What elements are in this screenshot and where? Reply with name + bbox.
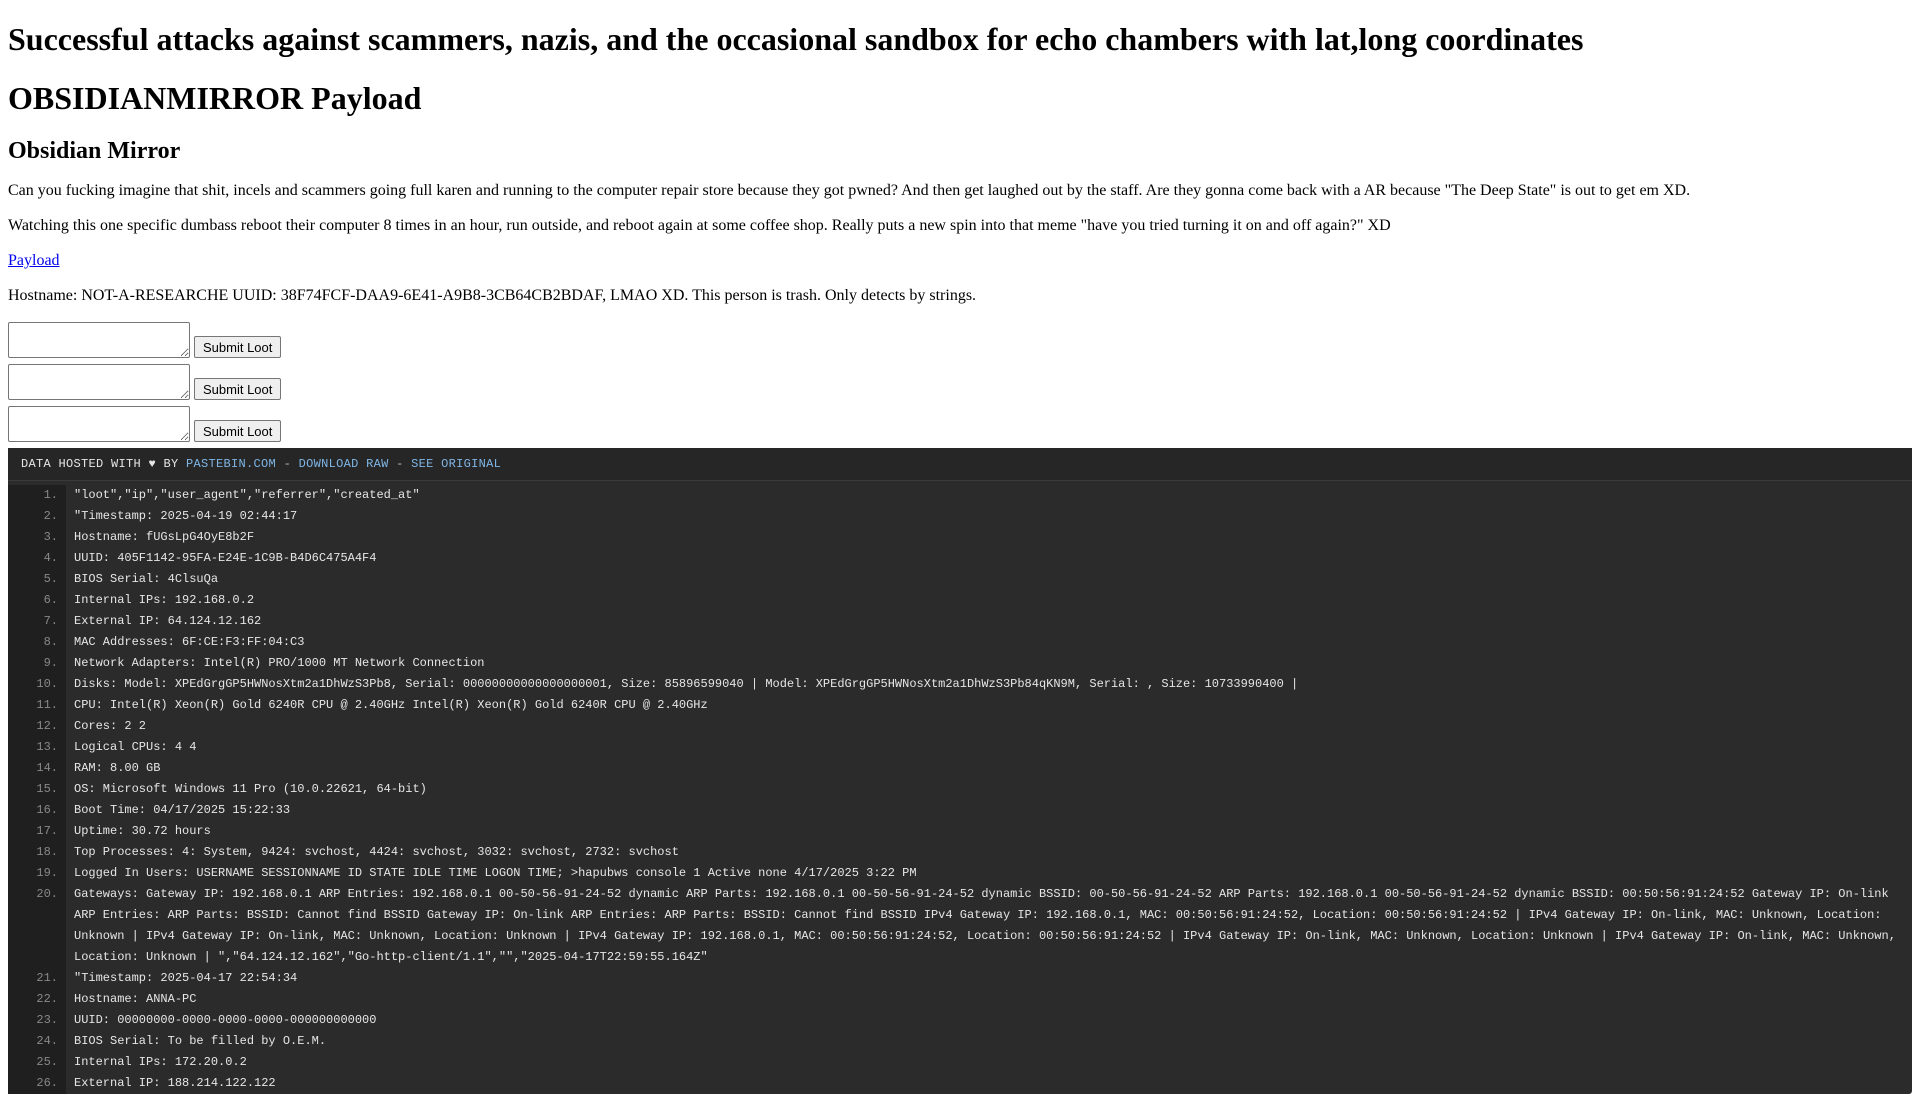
code-line: [8, 1031, 1912, 1052]
line-number: 24.: [8, 1031, 66, 1052]
code-line: [8, 968, 1912, 989]
line-text: UUID: 405F1142-95FA-E24E-1C9B-B4D6C475A4F4: [74, 551, 377, 565]
code-line: [8, 821, 1912, 842]
paste-header: [8, 448, 1912, 481]
line-text: "Timestamp: 2025-04-17 22:54:34: [74, 971, 298, 985]
line-number: 20.: [8, 884, 66, 968]
page-title: Successful attacks against scammers, nazis, and the occasional sandbox for echo chambers with lat,long coordinates: [8, 21, 1584, 57]
code-line: [8, 758, 1912, 779]
line-text: Cores: 2 2: [74, 719, 147, 733]
line-text: OS: Microsoft Windows 11 Pro (10.0.22621, 64-bit): [74, 782, 427, 796]
loot-textarea[interactable]: [8, 406, 190, 442]
payload-link[interactable]: Payload: [8, 252, 60, 269]
line-number: 11.: [8, 695, 66, 716]
header-separator: -: [396, 457, 404, 471]
code-line: [8, 884, 1912, 968]
paste-code: [8, 481, 1912, 1094]
line-number: 9.: [8, 653, 66, 674]
line-text: CPU: Intel(R) Xeon(R) Gold 6240R CPU @ 2.40GHz Intel(R) Xeon(R) Gold 6240R CPU @ 2.40GHz: [74, 698, 708, 712]
line-text: Network Adapters: Intel(R) PRO/1000 MT Network Connection: [74, 656, 485, 670]
loot-form: [8, 322, 1912, 358]
submit-loot-button[interactable]: Submit Loot: [194, 378, 281, 400]
line-number: 5.: [8, 569, 66, 590]
line-text: Hostname: ANNA-PC: [74, 992, 197, 1006]
pastebin-link[interactable]: PASTEBIN.COM: [186, 457, 277, 471]
code-line: [8, 632, 1912, 653]
line-text: Internal IPs: 172.20.0.2: [74, 1055, 247, 1069]
loot-textarea[interactable]: [8, 322, 190, 358]
line-text: Logical CPUs: 4 4: [74, 740, 197, 754]
line-text: "Timestamp: 2025-04-19 02:44:17: [74, 509, 298, 523]
paste-header-prefix: DATA HOSTED WITH ♥ BY: [21, 457, 179, 471]
code-line: [8, 527, 1912, 548]
line-text: RAM: 8.00 GB: [74, 761, 161, 775]
code-line: [8, 506, 1912, 527]
code-line: [8, 1052, 1912, 1073]
submit-loot-button[interactable]: Submit Loot: [194, 420, 281, 442]
line-text: Top Processes: 4: System, 9424: svchost, 4424: svchost, 3032: svchost, 2732: svchost: [74, 845, 679, 859]
line-number: 17.: [8, 821, 66, 842]
line-text: Internal IPs: 192.168.0.2: [74, 593, 255, 607]
line-number: 6.: [8, 590, 66, 611]
submit-loot-button[interactable]: Submit Loot: [194, 336, 281, 358]
line-text: Uptime: 30.72 hours: [74, 824, 211, 838]
line-number: 21.: [8, 968, 66, 989]
code-line: [8, 548, 1912, 569]
line-number: 1.: [8, 485, 66, 506]
line-text: External IP: 188.214.122.122: [74, 1076, 276, 1090]
code-line: [8, 779, 1912, 800]
line-number: 19.: [8, 863, 66, 884]
loot-textarea[interactable]: [8, 364, 190, 400]
line-number: 15.: [8, 779, 66, 800]
code-line: [8, 485, 1912, 506]
header-separator: -: [283, 457, 292, 471]
line-number: 16.: [8, 800, 66, 821]
code-line: [8, 569, 1912, 590]
line-number: 4.: [8, 548, 66, 569]
line-number: 13.: [8, 737, 66, 758]
line-number: 22.: [8, 989, 66, 1010]
loot-form: [8, 364, 1912, 400]
line-number: 2.: [8, 506, 66, 527]
line-number: 23.: [8, 1010, 66, 1031]
line-text: External IP: 64.124.12.162: [74, 614, 262, 628]
line-text: BIOS Serial: To be filled by O.E.M.: [74, 1034, 327, 1048]
payload-heading: OBSIDIANMIRROR Payload: [8, 80, 422, 116]
line-text: Hostname: fUGsLpG4OyE8b2F: [74, 530, 255, 544]
payload-link-container: [8, 252, 1912, 270]
line-number: 8.: [8, 632, 66, 653]
line-text: "loot","ip","user_agent","referrer","created_at": [74, 488, 420, 502]
code-line: [8, 653, 1912, 674]
line-text: BIOS Serial: 4ClsuQa: [74, 572, 219, 586]
line-text: Boot Time: 04/17/2025 15:22:33: [74, 803, 291, 817]
line-text: Disks: Model: XPEdGrgGP5HWNosXtm2a1DhWzS3Pb8, Serial: 00000000000000000001, Size: 85896599040 | Model: XPEdGrgGP5HWNosXtm2a1DhWzS3Pb84qKN9M, Serial: , Size: 10733990400 |: [74, 677, 1299, 691]
code-line: [8, 1010, 1912, 1031]
code-line: [8, 611, 1912, 632]
intro-paragraph-1: Can you fucking imagine that shit, incels and scammers going full karen and running to the computer repair store because they got pwned? And then get laughed out by the staff. Are they gonna come back with a AR because "The Deep State" is out to get em XD.: [8, 182, 1691, 199]
see-original-link[interactable]: SEE ORIGINAL: [411, 457, 502, 471]
line-text: UUID: 00000000-0000-0000-0000-000000000000: [74, 1013, 377, 1027]
code-line: [8, 842, 1912, 863]
section-heading: Obsidian Mirror: [8, 138, 181, 164]
line-number: 18.: [8, 842, 66, 863]
line-number: 25.: [8, 1052, 66, 1073]
loot-forms: [8, 322, 1912, 442]
page: [0, 21, 1920, 1094]
code-line: [8, 590, 1912, 611]
line-number: 7.: [8, 611, 66, 632]
code-line: [8, 989, 1912, 1010]
download-raw-link[interactable]: DOWNLOAD RAW: [298, 457, 389, 471]
hostname-paragraph: Hostname: NOT-A-RESEARCHE UUID: 38F74FCF-DAA9-6E41-A9B8-3CB64CB2BDAF, LMAO XD. This person is trash. Only detects by strings.: [8, 287, 977, 304]
pastebin-embed: [8, 448, 1912, 1094]
code-line: [8, 800, 1912, 821]
loot-form: [8, 406, 1912, 442]
intro-paragraph-2: Watching this one specific dumbass reboot their computer 8 times in an hour, run outside, and reboot again at some coffee shop. Really puts a new spin into that meme "have you tried turning it on and off again?" XD: [8, 217, 1391, 234]
code-line: [8, 716, 1912, 737]
code-line: [8, 695, 1912, 716]
code-line: [8, 1073, 1912, 1094]
line-text: Gateways: Gateway IP: 192.168.0.1 ARP Entries: 192.168.0.1 00-50-56-91-24-52 dynamic ARP Parts: 192.168.0.1 00-50-56-91-24-52 dynamic BSSID: 00-50-56-91-24-52 ARP Parts: 192.168.0.1 00-50-56-91-24-52 dynamic BSSID: 00:50:56:91:24:52 Gateway IP: On-link ARP Entries: ARP Parts: BSSID: Cannot find BSSID Gateway IP: On-link ARP Entries: ARP Parts: BSSID: Cannot find BSSID IPv4 Gateway IP: 192.168.0.1, MAC: 00:50:56:91:24:52, Location: 00:50:56:91:24:52 | IPv4 Gateway IP: On-link, MAC: Unknown, Location: Unknown | IPv4 Gateway IP: On-link, MAC: Unknown, Location: Unknown | IPv4 Gateway IP: 192.168.0.1, MAC: 00:50:56:91:24:52, Location: 00:50:56:91:24:52 | IPv4 Gateway IP: On-link, MAC: Unknown, Location: Unknown | IPv4 Gateway IP: On-link, MAC: Unknown, Location: Unknown | ","64.124.12.162","Go-http-client/1.1","","2025-04-17T22:59:55.164Z": [74, 887, 1904, 964]
line-number: 26.: [8, 1073, 66, 1094]
line-text: Logged In Users: USERNAME SESSIONNAME ID STATE IDLE TIME LOGON TIME; >hapubws console 1 Active none 4/17/2025 3:22 PM: [74, 866, 917, 880]
line-text: MAC Addresses: 6F:CE:F3:FF:04:C3: [74, 635, 305, 649]
code-line: [8, 863, 1912, 884]
line-number: 10.: [8, 674, 66, 695]
line-number: 3.: [8, 527, 66, 548]
line-number: 14.: [8, 758, 66, 779]
line-number: 12.: [8, 716, 66, 737]
code-line: [8, 737, 1912, 758]
code-line: [8, 674, 1912, 695]
